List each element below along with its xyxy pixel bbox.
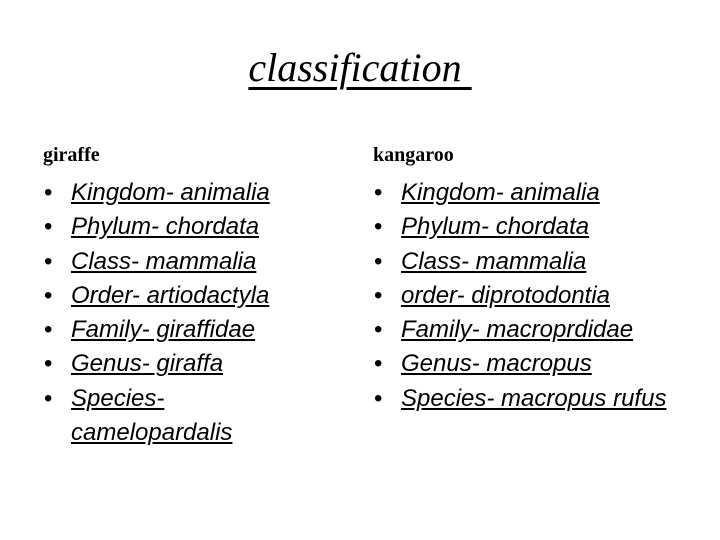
list-item: • Species- camelopardalis	[44, 382, 314, 451]
list-item: • Genus- macropus	[374, 347, 684, 381]
kangaroo-heading: kangaroo	[373, 144, 454, 166]
list-item: • Phylum- chordata	[374, 210, 684, 244]
list-item: • Family- giraffidae	[44, 313, 314, 347]
list-item: • Class- mammalia	[374, 245, 684, 279]
giraffe-heading: giraffe	[43, 144, 100, 166]
slide-title-text: classification	[248, 45, 472, 90]
list-item: • Kingdom- animalia	[374, 176, 684, 210]
giraffe-classification-list	[44, 176, 314, 450]
list-item: • order- diprotodontia	[374, 279, 684, 313]
list-item: • Phylum- chordata	[44, 210, 314, 244]
slide-title	[0, 44, 720, 92]
list-item: • Order- artiodactyla	[44, 279, 314, 313]
kangaroo-classification-list	[374, 176, 684, 416]
list-item: • Species- macropus rufus	[374, 382, 684, 416]
list-item: • Kingdom- animalia	[44, 176, 314, 210]
list-item: • Class- mammalia	[44, 245, 314, 279]
list-item: • Family- macroprdidae	[374, 313, 684, 347]
list-item: • Genus- giraffa	[44, 347, 314, 381]
